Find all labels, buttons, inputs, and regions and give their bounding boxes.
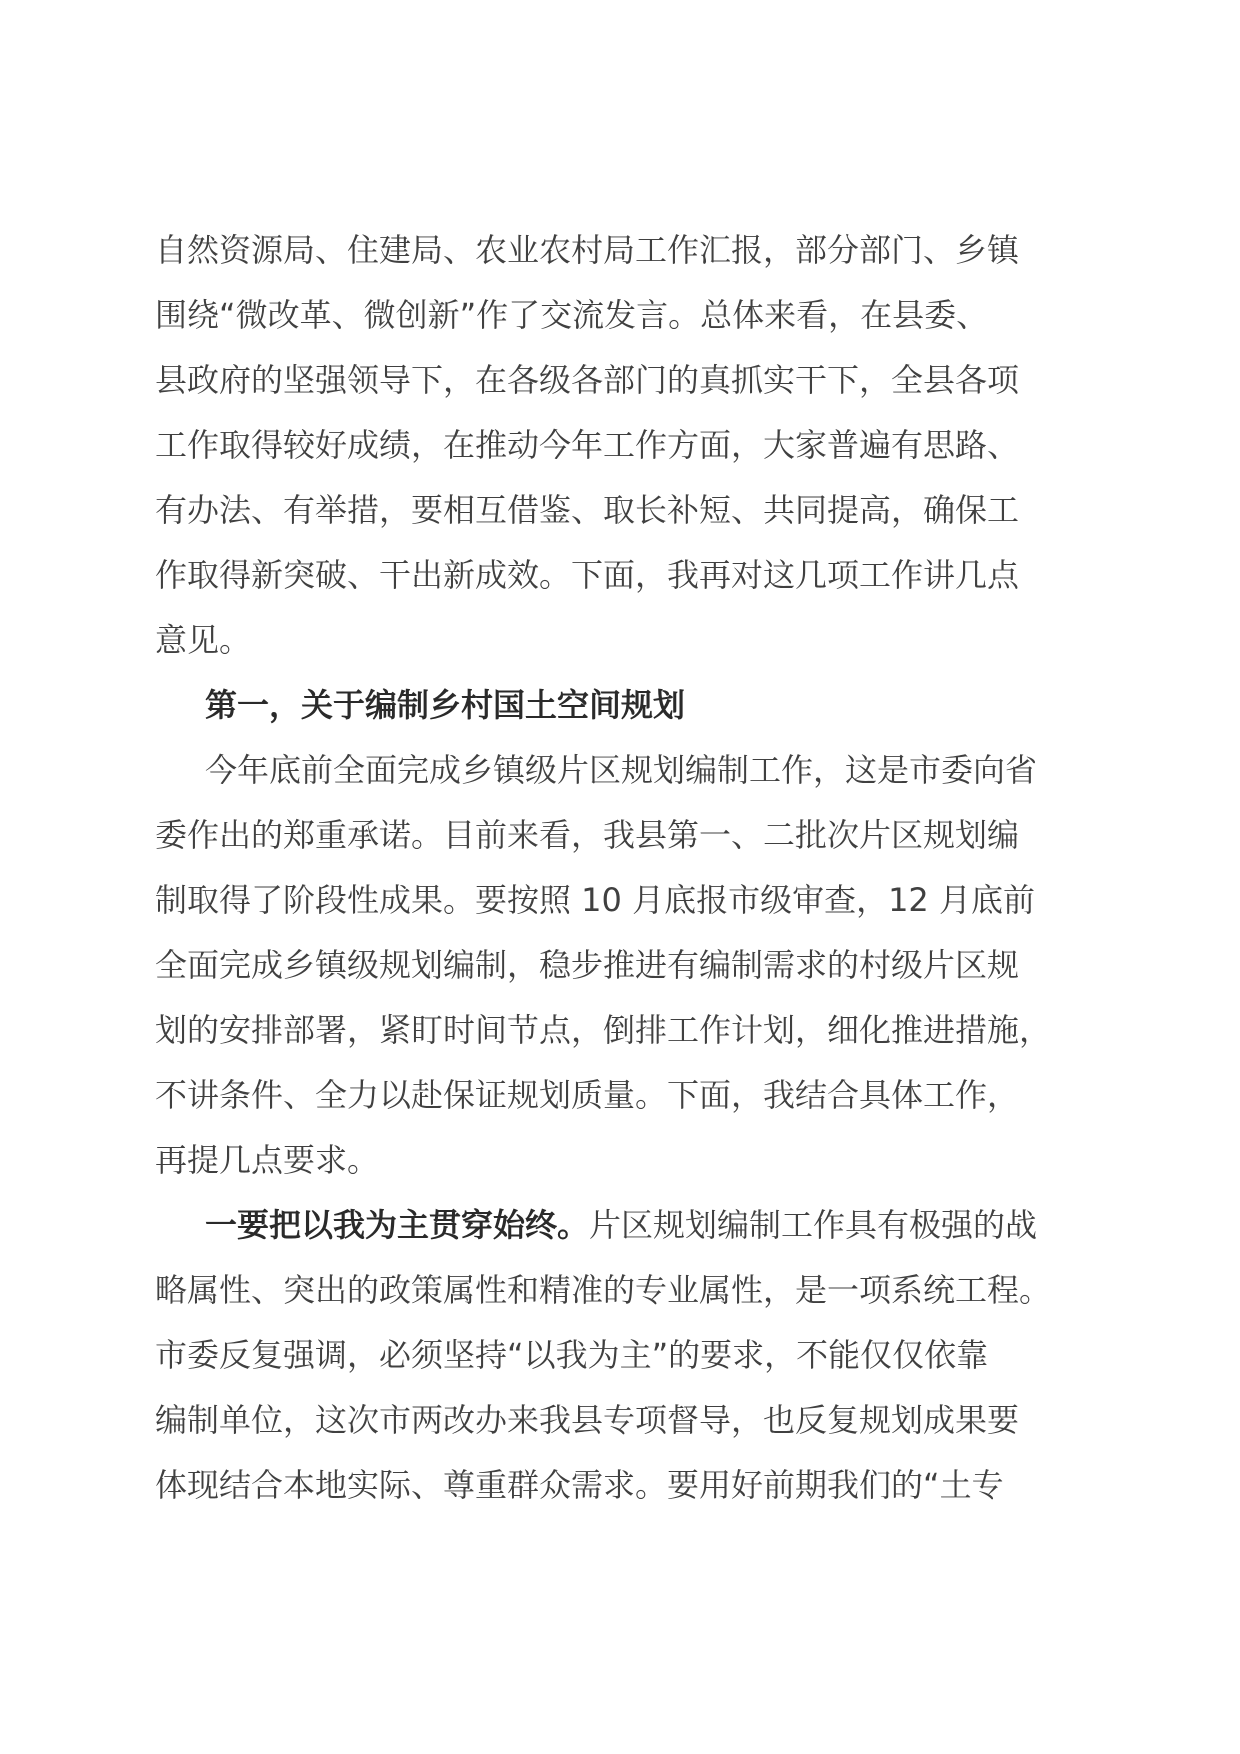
text-line: 全面完成乡镇级规划编制，稳步推进有编制需求的村级片区规	[155, 946, 1020, 984]
text-line: 委作出的郑重承诺。目前来看，我县第一、二批次片区规划编	[155, 816, 1020, 854]
text-line: 有办法、有举措，要相互借鉴、取长补短、共同提高，确保工	[155, 491, 1020, 529]
text-line: 不讲条件、全力以赴保证规划质量。下面，我结合具体工作，	[155, 1076, 1020, 1114]
text-line: 今年底前全面完成乡镇级片区规划编制工作，这是市委向省	[205, 751, 1038, 789]
section-heading: 第一，关于编制乡村国土空间规划	[205, 686, 686, 724]
paragraph-planning	[155, 738, 1085, 1193]
text-line: 作取得新突破、干出新成效。下面，我再对这几项工作讲几点	[155, 556, 1020, 594]
requirement-first-line-text: 片区规划编制工作具有极强的战	[589, 1206, 1038, 1244]
text-line: 制取得了阶段性成果。要按照 10 月底报市级审查，12 月底前	[155, 881, 1035, 919]
text-line: 自然资源局、住建局、农业农村局工作汇报，部分部门、乡镇	[155, 231, 1020, 269]
text-line: 围绕“微改革、微创新”作了交流发言。总体来看，在县委、	[155, 296, 989, 334]
text-line: 市委反复强调，必须坚持“以我为主”的要求，不能仅仅依靠	[155, 1336, 989, 1374]
text-line: 县政府的坚强领导下，在各级各部门的真抓实干下，全县各项	[155, 361, 1020, 399]
document-body	[155, 218, 1085, 1518]
text-line: 工作取得较好成绩，在推动今年工作方面，大家普遍有思路、	[155, 426, 1020, 464]
text-line: 划的安排部署，紧盯时间节点，倒排工作计划，细化推进措施，	[155, 1011, 1052, 1049]
text-line: 意见。	[155, 621, 252, 659]
text-line	[155, 1193, 1085, 1258]
paragraph-intro	[155, 218, 1085, 673]
text-line: 再提几点要求。	[155, 1141, 380, 1179]
text-line: 编制单位，这次市两改办来我县专项督导，也反复规划成果要	[155, 1401, 1020, 1439]
paragraph-requirement-one	[155, 1193, 1085, 1518]
text-line: 体现结合本地实际、尊重群众需求。要用好前期我们的“土专	[155, 1466, 1004, 1504]
text-line: 略属性、突出的政策属性和精准的专业属性，是一项系统工程。	[155, 1271, 1052, 1309]
requirement-lead: 一要把以我为主贯穿始终。	[205, 1206, 590, 1244]
